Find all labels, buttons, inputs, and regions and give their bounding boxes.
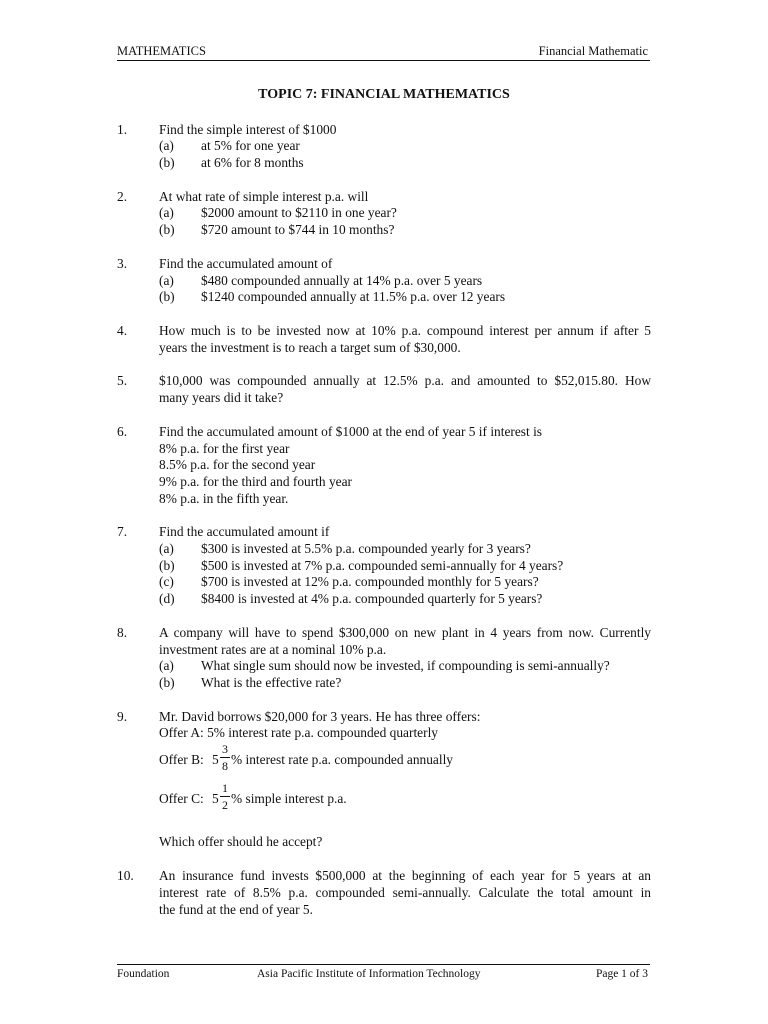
q8-a-text: What single sum should now be invested, if compounding is semi-annually? <box>201 658 610 673</box>
q5-line-1: $10,000 was compounded annually at 12.5% p.a. and amounted to $52,015.80. How <box>159 373 651 388</box>
q9-text: Mr. David borrows $20,000 for 3 years. He has three offers: <box>159 709 481 724</box>
q2-a-label: (a) <box>159 205 174 220</box>
q7-text: Find the accumulated amount if <box>159 524 330 539</box>
footer-level: Foundation <box>117 968 170 980</box>
q10-line-2: interest rate of 8.5% p.a. compounded semi-annually. Calculate the total amount in <box>159 885 651 900</box>
q2-b-text: $720 amount to $744 in 10 months? <box>201 222 395 237</box>
q7-b-text: $500 is invested at 7% p.a. compounded semi-annually for 4 years? <box>201 558 564 573</box>
q1-a-text: at 5% for one year <box>201 138 300 153</box>
q6-rate-line-2: 8.5% p.a. for the second year <box>159 457 316 472</box>
q8-b-label: (b) <box>159 675 175 690</box>
q3-b-text: $1240 compounded annually at 11.5% p.a. over 12 years <box>201 289 506 304</box>
q7-c-label: (c) <box>159 574 174 589</box>
header-subject: MATHEMATICS <box>117 44 206 58</box>
offer-b-label: Offer B: <box>159 752 204 767</box>
q7-c-text: $700 is invested at 12% p.a. compounded monthly for 5 years? <box>201 574 539 589</box>
q7-number: 7. <box>117 524 128 539</box>
footer-page-number: Page 1 of 3 <box>595 968 648 980</box>
q9-offer-c <box>159 781 419 821</box>
q5-number: 5. <box>117 373 128 388</box>
q7-a-label: (a) <box>159 541 174 556</box>
page-footer <box>117 964 650 980</box>
q6-number: 6. <box>117 424 128 439</box>
offer-c-description: % simple interest p.a. <box>231 791 347 806</box>
offer-b-whole: 5 <box>212 752 219 767</box>
q4-line-2: years the investment is to reach a target sum of $30,000. <box>159 340 461 355</box>
offer-c-numerator: 1 <box>222 781 228 795</box>
fraction-bar <box>220 796 230 797</box>
offer-b-numerator: 3 <box>222 742 228 756</box>
q5-line-2: many years did it take? <box>159 390 284 405</box>
offer-b-fraction <box>220 742 230 773</box>
q9-number: 9. <box>117 709 128 724</box>
page-header <box>117 44 650 61</box>
q2-b-label: (b) <box>159 222 175 237</box>
q8-number: 8. <box>117 625 128 640</box>
q9-offer-b <box>159 742 489 782</box>
q1-b-label: (b) <box>159 155 175 170</box>
q8-line-2: investment rates are at a nominal 10% p.a. <box>159 642 387 657</box>
q6-rate-line-1: 8% p.a. for the first year <box>159 441 290 456</box>
q9-question: Which offer should he accept? <box>159 834 323 849</box>
offer-c-whole: 5 <box>212 791 219 806</box>
q3-a-label: (a) <box>159 273 174 288</box>
q3-b-label: (b) <box>159 289 175 304</box>
q1-text: Find the simple interest of $1000 <box>159 122 337 137</box>
q2-a-text: $2000 amount to $2110 in one year? <box>201 205 397 220</box>
q1-number: 1. <box>117 122 128 137</box>
fraction-bar <box>220 757 230 758</box>
q10-line-1: An insurance fund invests $500,000 at the beginning of each year for 5 years at an <box>159 868 651 883</box>
q9-offer-a: Offer A: 5% interest rate p.a. compounded quarterly <box>159 725 438 740</box>
q3-number: 3. <box>117 256 128 271</box>
q2-number: 2. <box>117 189 128 204</box>
q7-b-label: (b) <box>159 558 175 573</box>
q6-text: Find the accumulated amount of $1000 at the end of year 5 if interest is <box>159 424 543 439</box>
offer-c-fraction <box>220 781 230 812</box>
q4-number: 4. <box>117 323 128 338</box>
q10-number: 10. <box>117 868 134 883</box>
q7-d-text: $8400 is invested at 4% p.a. compounded quarterly for 5 years? <box>201 591 543 606</box>
q1-a-label: (a) <box>159 138 174 153</box>
offer-b-denominator: 8 <box>222 759 228 773</box>
q2-text: At what rate of simple interest p.a. will <box>159 189 369 204</box>
q6-rate-line-4: 8% p.a. in the fifth year. <box>159 491 289 506</box>
q3-text: Find the accumulated amount of <box>159 256 333 271</box>
page-title: TOPIC 7: FINANCIAL MATHEMATICS <box>258 87 510 102</box>
offer-b-description: % interest rate p.a. compounded annually <box>231 752 453 767</box>
q3-a-text: $480 compounded annually at 14% p.a. over 5 years <box>201 273 483 288</box>
q7-d-label: (d) <box>159 591 175 606</box>
q8-line-1: A company will have to spend $300,000 on new plant in 4 years from now. Currently <box>159 625 651 640</box>
offer-c-denominator: 2 <box>222 798 228 812</box>
q4-line-1: How much is to be invested now at 10% p.a. compound interest per annum if after 5 <box>159 323 651 338</box>
q8-b-text: What is the effective rate? <box>201 675 342 690</box>
q10-line-3: the fund at the end of year 5. <box>159 902 313 917</box>
q6-rate-line-3: 9% p.a. for the third and fourth year <box>159 474 352 489</box>
q8-a-label: (a) <box>159 658 174 673</box>
header-topic: Financial Mathematic <box>538 44 648 58</box>
q1-b-text: at 6% for 8 months <box>201 155 304 170</box>
footer-institution: Asia Pacific Institute of Information Technology <box>257 968 481 980</box>
q7-a-text: $300 is invested at 5.5% p.a. compounded yearly for 3 years? <box>201 541 531 556</box>
offer-c-label: Offer C: <box>159 791 204 806</box>
